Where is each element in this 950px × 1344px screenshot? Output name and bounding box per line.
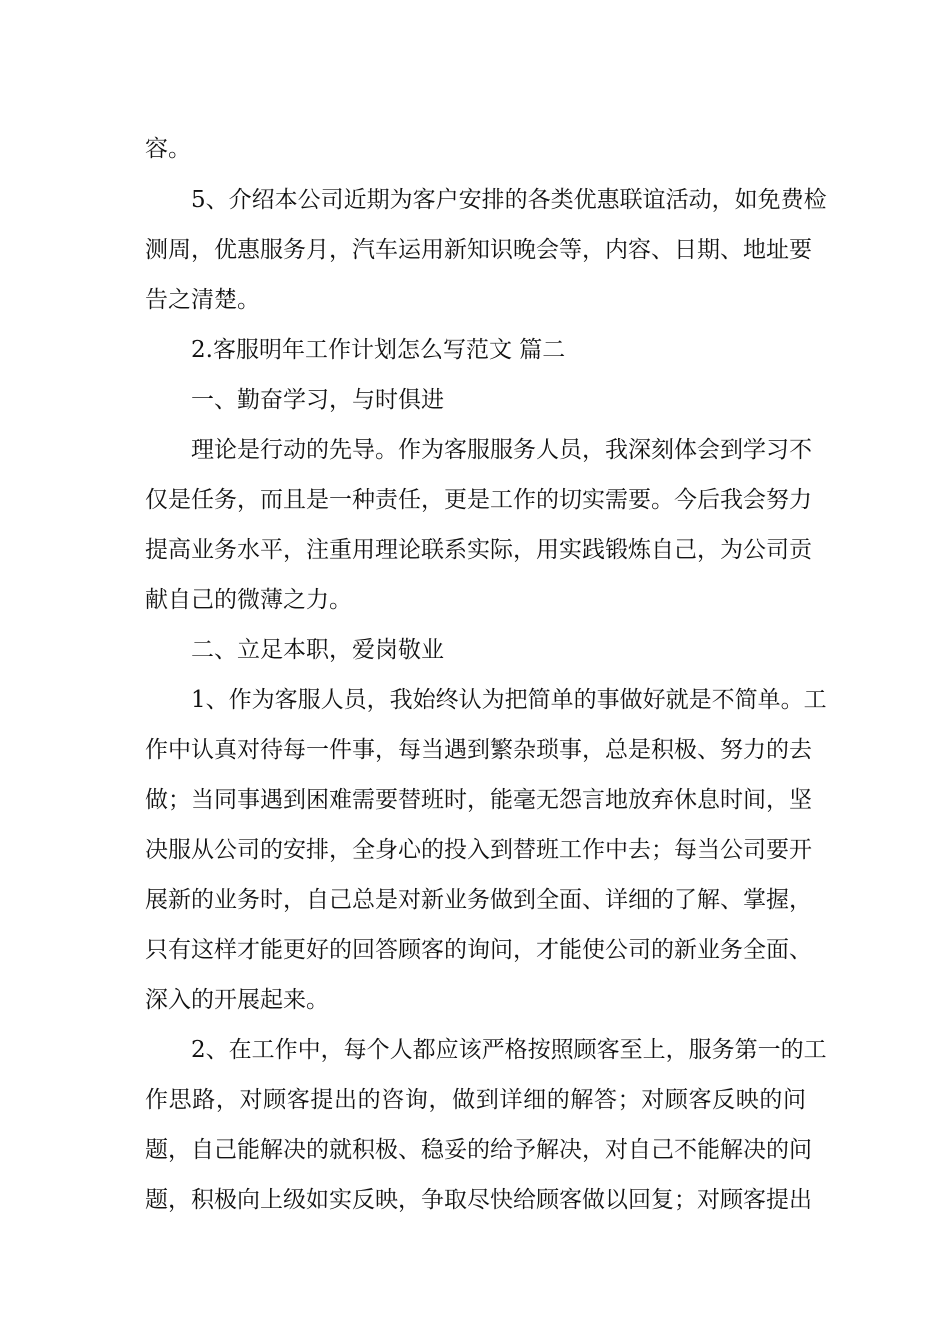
text-line	[0, 680, 950, 720]
text-line-content: 做；当同事遇到困难需要替班时，能毫无怨言地放弃休息时间，坚	[145, 787, 812, 813]
text-line	[0, 180, 950, 220]
text-line-content: 作中认真对待每一件事，每当遇到繁杂琐事，总是积极、努力的去	[145, 737, 812, 763]
section-heading	[0, 630, 950, 670]
text-line-content: 只有这样才能更好的回答顾客的询问，才能使公司的新业务全面、	[145, 937, 812, 963]
text-line-content: 题，积极向上级如实反映，争取尽快给顾客做以回复；对顾客提出	[145, 1187, 812, 1213]
text-line-content: 5、介绍本公司近期为客户安排的各类优惠联谊活动，如免费检	[191, 187, 827, 213]
text-line-content: 1、作为客服人员，我始终认为把简单的事做好就是不简单。工	[191, 687, 827, 713]
text-line-content: 测周，优惠服务月，汽车运用新知识晚会等，内容、日期、地址要	[145, 237, 812, 263]
section-heading	[0, 330, 950, 370]
text-line-content: 容。	[145, 136, 191, 162]
text-line	[0, 730, 950, 770]
text-line	[0, 1130, 950, 1170]
text-line	[0, 230, 950, 270]
text-line	[0, 480, 950, 520]
text-line-content: 深入的开展起来。	[145, 987, 329, 1013]
text-line	[0, 830, 950, 870]
text-line	[0, 880, 950, 920]
text-line	[0, 1080, 950, 1120]
section-heading-text: 二、立足本职，爱岗敬业	[191, 637, 444, 663]
text-line	[0, 580, 950, 620]
section-heading	[0, 380, 950, 420]
text-line	[0, 780, 950, 820]
text-line-content: 仅是任务，而且是一种责任，更是工作的切实需要。今后我会努力	[145, 487, 812, 513]
text-line-content: 决服从公司的安排，全身心的投入到替班工作中去；每当公司要开	[145, 837, 812, 863]
text-line-content: 提高业务水平，注重用理论联系实际，用实践锻炼自己，为公司贡	[145, 537, 812, 563]
text-line	[0, 980, 950, 1020]
text-line-content: 作思路，对顾客提出的咨询，做到详细的解答；对顾客反映的问	[145, 1087, 806, 1113]
text-line-content: 题，自己能解决的就积极、稳妥的给予解决，对自己不能解决的问	[145, 1137, 812, 1163]
text-line	[0, 430, 950, 470]
text-line	[0, 1030, 950, 1070]
text-line-content: 理论是行动的先导。作为客服服务人员，我深刻体会到学习不	[191, 437, 812, 463]
text-line	[0, 530, 950, 570]
text-line	[0, 1180, 950, 1220]
text-line-content: 告之清楚。	[145, 287, 260, 313]
text-line-content: 展新的业务时，自己总是对新业务做到全面、详细的了解、掌握，	[145, 887, 812, 913]
text-line-content: 2、在工作中，每个人都应该严格按照顾客至上，服务第一的工	[191, 1037, 827, 1063]
section-heading-text: 一、勤奋学习，与时俱进	[191, 387, 444, 413]
text-line	[0, 129, 950, 169]
text-line-content: 献自己的微薄之力。	[145, 587, 352, 613]
text-line	[0, 280, 950, 320]
section-heading-text: 2.客服明年工作计划怎么写范文 篇二	[191, 337, 566, 363]
text-line	[0, 930, 950, 970]
